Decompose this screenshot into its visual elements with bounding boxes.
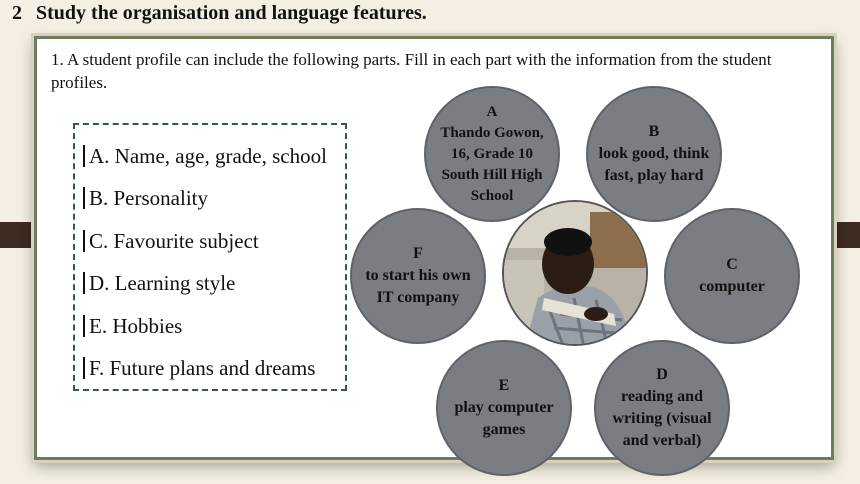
part-item-b: B. Personality xyxy=(83,187,208,209)
answer-bubble-b xyxy=(586,86,722,222)
bubble-text-c: computer xyxy=(699,278,765,295)
student-photo xyxy=(502,200,648,346)
bubble-text-e: play computer games xyxy=(454,399,554,438)
bubble-letter-e: E xyxy=(498,377,510,394)
bubble-letter-d: D xyxy=(656,366,668,383)
part-item-d: D. Learning style xyxy=(83,272,235,294)
section-number: 2 xyxy=(12,2,22,24)
bubble-text-b: look good, think fast, play hard xyxy=(598,145,710,184)
bubble-letter-f: F xyxy=(413,245,423,262)
bubble-letter-c: C xyxy=(726,256,738,273)
answer-bubble-a xyxy=(424,86,560,222)
part-item-c: C. Favourite subject xyxy=(83,230,259,252)
part-item-e: E. Hobbies xyxy=(83,315,182,337)
student-photo-illustration xyxy=(504,202,648,346)
part-item-a: A. Name, age, grade, school xyxy=(83,145,327,167)
bubble-text-f: to start his own IT company xyxy=(365,267,471,306)
answer-bubble-f xyxy=(350,208,486,344)
bubble-letter-b: B xyxy=(648,123,660,140)
part-item-f: F. Future plans and dreams xyxy=(83,357,315,379)
answer-bubble-d xyxy=(594,340,730,476)
section-heading xyxy=(12,2,427,25)
profile-parts-box xyxy=(73,123,347,391)
bubble-text-a: Thando Gowon, 16, Grade 10 South Hill High School xyxy=(440,124,544,204)
answer-bubble-e xyxy=(436,340,572,476)
bubble-text-d: reading and writing (visual and verbal) xyxy=(612,388,712,449)
instruction-text: 1. A student profile can include the following parts. Fill in each part with the information from the student profiles. xyxy=(51,50,772,92)
bubble-letter-a: A xyxy=(486,103,498,120)
section-title: Study the organisation and language features. xyxy=(36,2,427,24)
answer-bubble-c xyxy=(664,208,800,344)
